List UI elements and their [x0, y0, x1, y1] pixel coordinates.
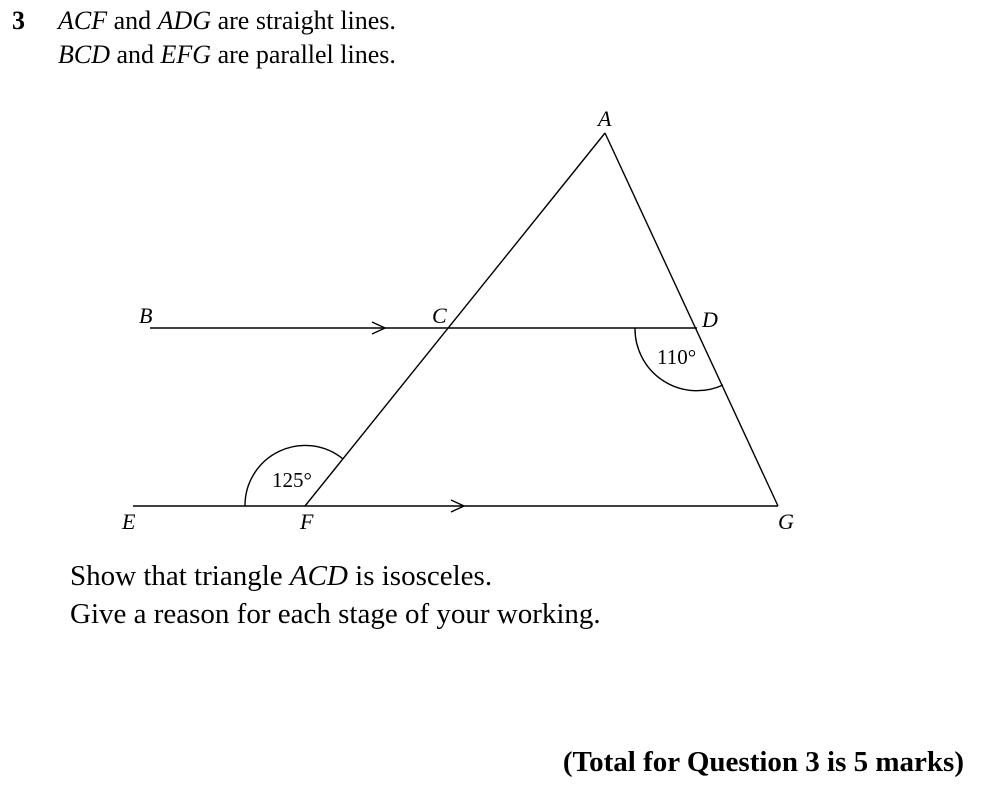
- line-af: [305, 133, 605, 506]
- line-adg: ADG: [157, 6, 212, 35]
- instruction-pre: Show that triangle: [70, 560, 290, 592]
- label-d: D: [702, 307, 718, 332]
- and-word: and: [110, 40, 161, 69]
- label-a: A: [598, 106, 612, 131]
- line-efg: EFG: [160, 40, 212, 69]
- label-b: B: [139, 303, 153, 328]
- statement-rest: are parallel lines.: [211, 40, 396, 69]
- label-g: G: [778, 509, 794, 534]
- line-bcd: BCD: [58, 40, 110, 69]
- label-e: E: [122, 509, 136, 534]
- angle-label-f: 125°: [272, 468, 312, 492]
- triangle-name: ACD: [289, 560, 348, 592]
- total-marks: (Total for Question 3 is 5 marks): [562, 746, 964, 778]
- label-f: F: [300, 509, 314, 534]
- line-acf: ACF: [58, 6, 108, 35]
- line-ag: [605, 133, 778, 506]
- instruction-post: is isosceles.: [347, 560, 493, 592]
- instruction-show: [70, 560, 492, 593]
- and-word: and: [107, 6, 158, 35]
- label-c: C: [432, 303, 447, 328]
- angle-label-d: 110°: [657, 345, 697, 369]
- instruction-reason: Give a reason for each stage of your working.: [70, 598, 601, 630]
- question-number: 3: [12, 6, 25, 35]
- statement-rest: are straight lines.: [211, 6, 396, 35]
